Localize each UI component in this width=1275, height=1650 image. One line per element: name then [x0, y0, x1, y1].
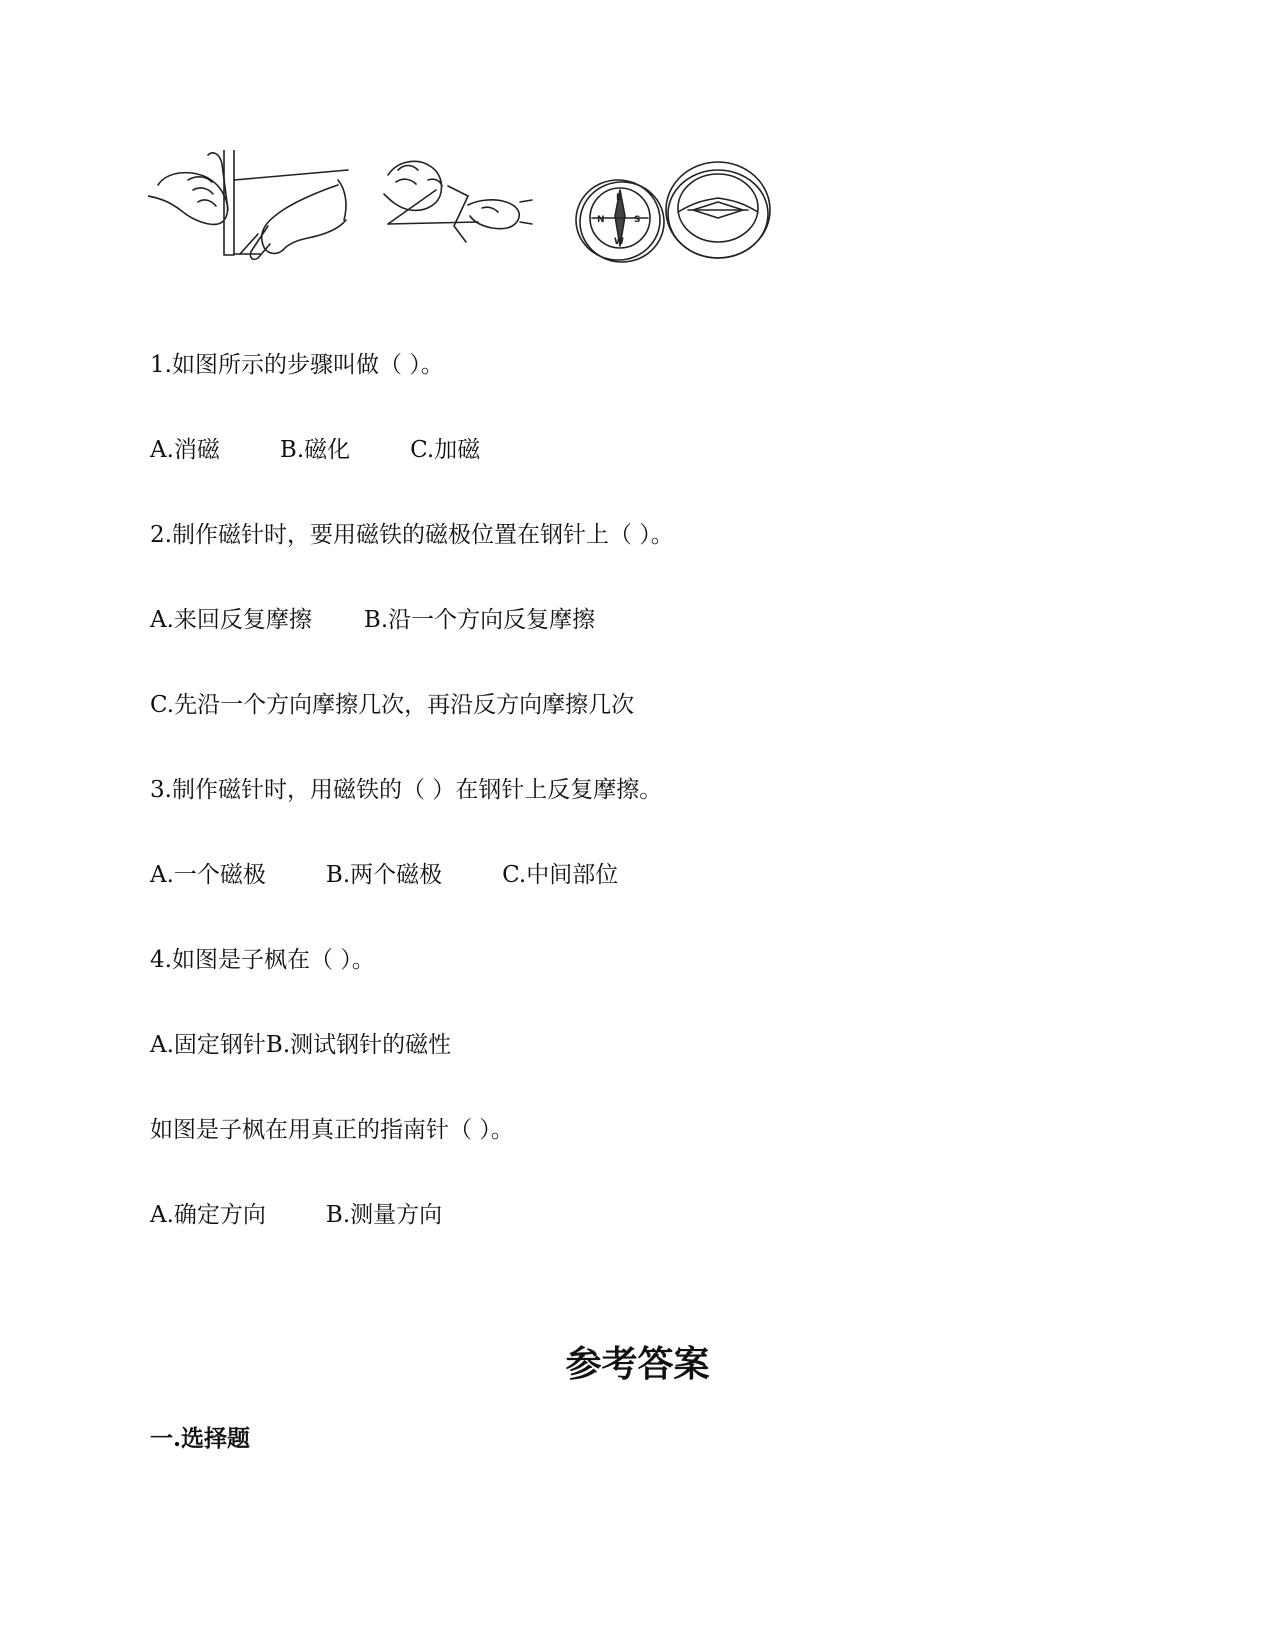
- question-1-options: [150, 435, 480, 465]
- answer-section-title: 一.选择题: [150, 1425, 251, 1452]
- compass-letter-w: W: [614, 237, 624, 247]
- q2-option-a: A.来回反复摩擦: [150, 607, 312, 633]
- question-1-stem: 1.如图所示的步骤叫做（ ）。: [150, 352, 444, 378]
- q3-option-c: C.中间部位: [502, 862, 619, 888]
- floating-needle-dish-drawing: [666, 162, 770, 258]
- q1-option-b: B.磁化: [279, 437, 351, 463]
- rubbing-needle-drawing: [148, 150, 348, 259]
- compass-letter-e: E: [616, 193, 623, 203]
- illustration-svg: [148, 150, 818, 290]
- question-4-sub-options: [150, 1200, 442, 1230]
- q1-option-c: C.加磁: [410, 437, 481, 463]
- question-4-stem: 4.如图是子枫在（ ）。: [150, 947, 375, 973]
- q1-option-a: A.消磁: [150, 437, 220, 463]
- question-4-sub-stem: 如图是子枫在用真正的指南针（ ）。: [150, 1117, 514, 1143]
- q4-sub-option-b: B.测量方向: [325, 1202, 443, 1228]
- compass-letter-s: S: [634, 215, 641, 225]
- q3-option-b: B.两个磁极: [325, 862, 443, 888]
- question-2-options: [150, 605, 595, 635]
- q3-option-a: A.一个磁极: [150, 862, 266, 888]
- q2-option-c: C.先沿一个方向摩擦几次，再沿反方向摩擦几次: [150, 692, 635, 718]
- q4-sub-option-a: A.确定方向: [150, 1202, 266, 1228]
- question-3-stem: 3.制作磁针时，用磁铁的（ ）在钢针上反复摩擦。: [150, 777, 663, 803]
- q2-option-b: B.沿一个方向反复摩擦: [363, 607, 596, 633]
- question-3-options: [150, 860, 618, 890]
- compass-letter-n: N: [597, 215, 605, 225]
- experiment-illustration: [148, 150, 818, 290]
- hanging-needle-drawing: [384, 161, 532, 242]
- question-2-stem: 2.制作磁针时，要用磁铁的磁极位置在钢针上（ ）。: [150, 522, 674, 548]
- answer-key-title: 参考答案: [565, 1343, 710, 1385]
- question-4-options: A.固定钢针B.测试钢针的磁性: [150, 1032, 452, 1058]
